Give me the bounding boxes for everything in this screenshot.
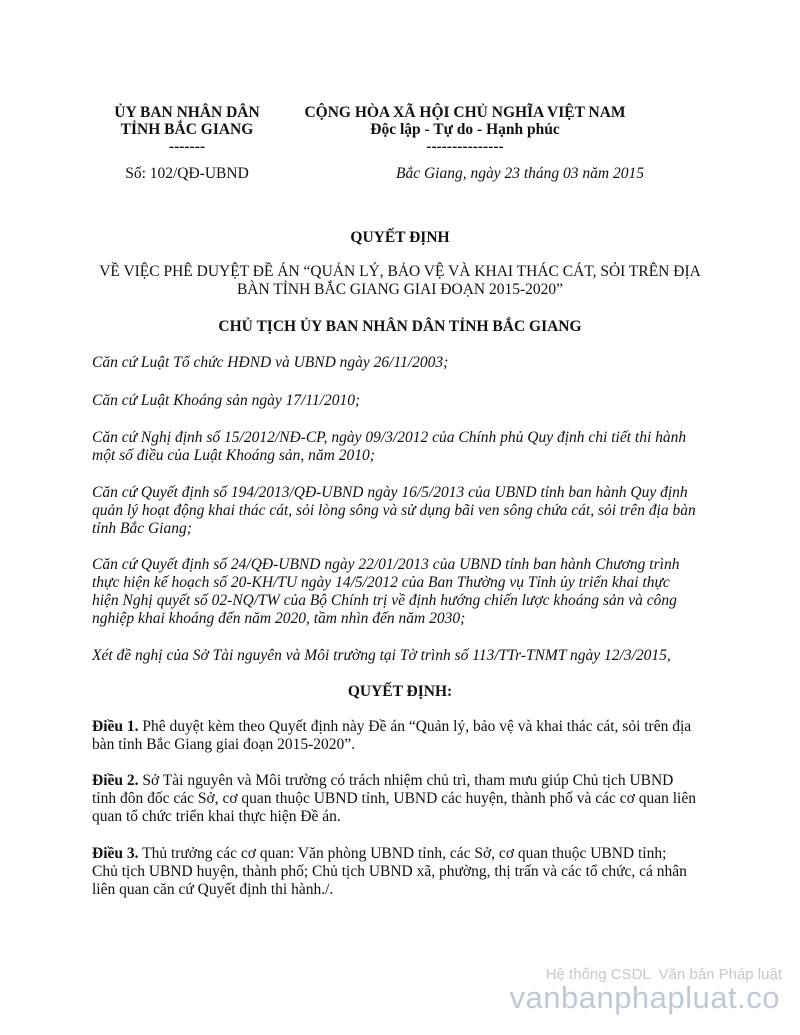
legal-basis <box>92 556 712 628</box>
article-text: Thủ trưởng các cơ quan: Văn phòng UBND tỉnh, các Sở, cơ quan thuộc UBND tỉnh; <box>138 845 667 862</box>
subject-line: BÀN TỈNH BẮC GIANG GIAI ĐOẠN 2015-2020” <box>236 281 564 298</box>
basis-line: tỉnh Bắc Giang; <box>92 520 192 537</box>
watermark-site: vanbanphapluat.co <box>509 980 780 1015</box>
legal-basis <box>92 392 712 410</box>
place-date: Bắc Giang, ngày 23 tháng 03 năm 2015 <box>396 165 644 182</box>
basis-line: hiện Nghị quyết số 02-NQ/TW của Bộ Chính trị về định hướng chiến lược khoáng sản và công <box>92 592 677 609</box>
article <box>92 772 712 826</box>
article-text: Phê duyệt kèm theo Quyết định này Đề án “Quản lý, bảo vệ và khai thác cát, sỏi trên địa <box>138 718 692 735</box>
agency-block <box>92 104 282 155</box>
decision-subject <box>40 263 760 299</box>
issuing-authority: CHỦ TỊCH ỦY BAN NHÂN DÂN TỈNH BẮC GIANG <box>218 318 582 335</box>
basis-line: Xét đề nghị của Sở Tài nguyên và Môi trường tại Tờ trình số 113/TTr-TNMT ngày 12/3/2015, <box>92 647 671 664</box>
article-label: Điều 3. <box>92 845 139 862</box>
basis-line: một số điều của Luật Khoáng sản, năm 2010; <box>92 447 375 464</box>
subject-line: VỀ VIỆC PHÊ DUYỆT ĐỀ ÁN “QUẢN LÝ, BẢO VỆ VÀ KHAI THÁC CÁT, SỎI TRÊN ĐỊA <box>99 263 701 280</box>
agency-name-line1: ỦY BAN NHÂN DÂN <box>114 104 260 121</box>
article-text: Chủ tịch UBND huyện, thành phố; Chủ tịch UBND xã, phường, thị trấn và các tổ chức, cá nhân <box>92 863 687 880</box>
nation-block <box>282 104 648 155</box>
basis-line: Căn cứ Luật Khoáng sản ngày 17/11/2010; <box>92 392 361 409</box>
agency-name-line2: TỈNH BẮC GIANG <box>120 121 254 138</box>
legal-basis <box>92 484 712 538</box>
basis-line: quản lý hoạt động khai thác cát, sỏi lòng sông và sử dụng bãi ven sông chứa cát, sỏi trên địa bàn <box>92 502 696 519</box>
basis-line: nghiệp khai khoáng đến năm 2020, tầm nhìn đến năm 2030; <box>92 610 466 627</box>
article-text: Sở Tài nguyên và Môi trường có trách nhiệm chủ trì, tham mưu giúp Chủ tịch UBND <box>138 772 674 789</box>
basis-line: Căn cứ Quyết định số 194/2013/QĐ-UBND ngày 16/5/2013 của UBND tỉnh ban hành Quy định <box>92 484 688 501</box>
article-text: quan tổ chức triển khai thực hiện Đề án. <box>92 808 341 825</box>
article <box>92 845 712 899</box>
basis-line: Căn cứ Quyết định số 24/QĐ-UBND ngày 22/01/2013 của UBND tỉnh ban hành Chương trình <box>92 556 680 573</box>
decision-heading: QUYẾT ĐỊNH: <box>347 683 453 700</box>
nation-name: CỘNG HÒA XÃ HỘI CHỦ NGHĨA VIỆT NAM <box>304 104 626 121</box>
article-label: Điều 1. <box>92 718 139 735</box>
basis-line: Căn cứ Luật Tổ chức HĐND và UBND ngày 26/11/2003; <box>92 354 449 371</box>
article-text: liên quan căn cứ Quyết định thi hành./. <box>92 881 334 898</box>
legal-basis <box>92 647 712 665</box>
nation-motto: Độc lập - Tự do - Hạnh phúc <box>370 121 560 138</box>
nation-rule: --------------- <box>426 138 504 155</box>
agency-rule: ------- <box>168 138 206 155</box>
article <box>92 718 712 754</box>
basis-line: thực hiện kế hoạch số 20-KH/TU ngày 14/5/2012 của Ban Thường vụ Tỉnh ủy triển khai thực <box>92 574 670 591</box>
legal-basis <box>92 429 712 465</box>
doc-number: Số: 102/QĐ-UBND <box>125 165 249 182</box>
decision-title: QUYẾT ĐỊNH <box>350 229 450 246</box>
article-text: tỉnh đôn đốc các Sở, cơ quan thuộc UBND tỉnh, UBND các huyện, thành phố và các cơ quan liên <box>92 790 696 807</box>
article-label: Điều 2. <box>92 772 139 789</box>
basis-line: Căn cứ Nghị định số 15/2012/NĐ-CP, ngày 09/3/2012 của Chính phủ Quy định chi tiết thi hành <box>92 429 687 446</box>
article-text: bàn tỉnh Bắc Giang giai đoạn 2015-2020”. <box>92 736 356 753</box>
legal-basis <box>92 354 712 372</box>
watermark-caption: Hệ thống CSDL Văn bản Pháp luật <box>545 966 782 983</box>
